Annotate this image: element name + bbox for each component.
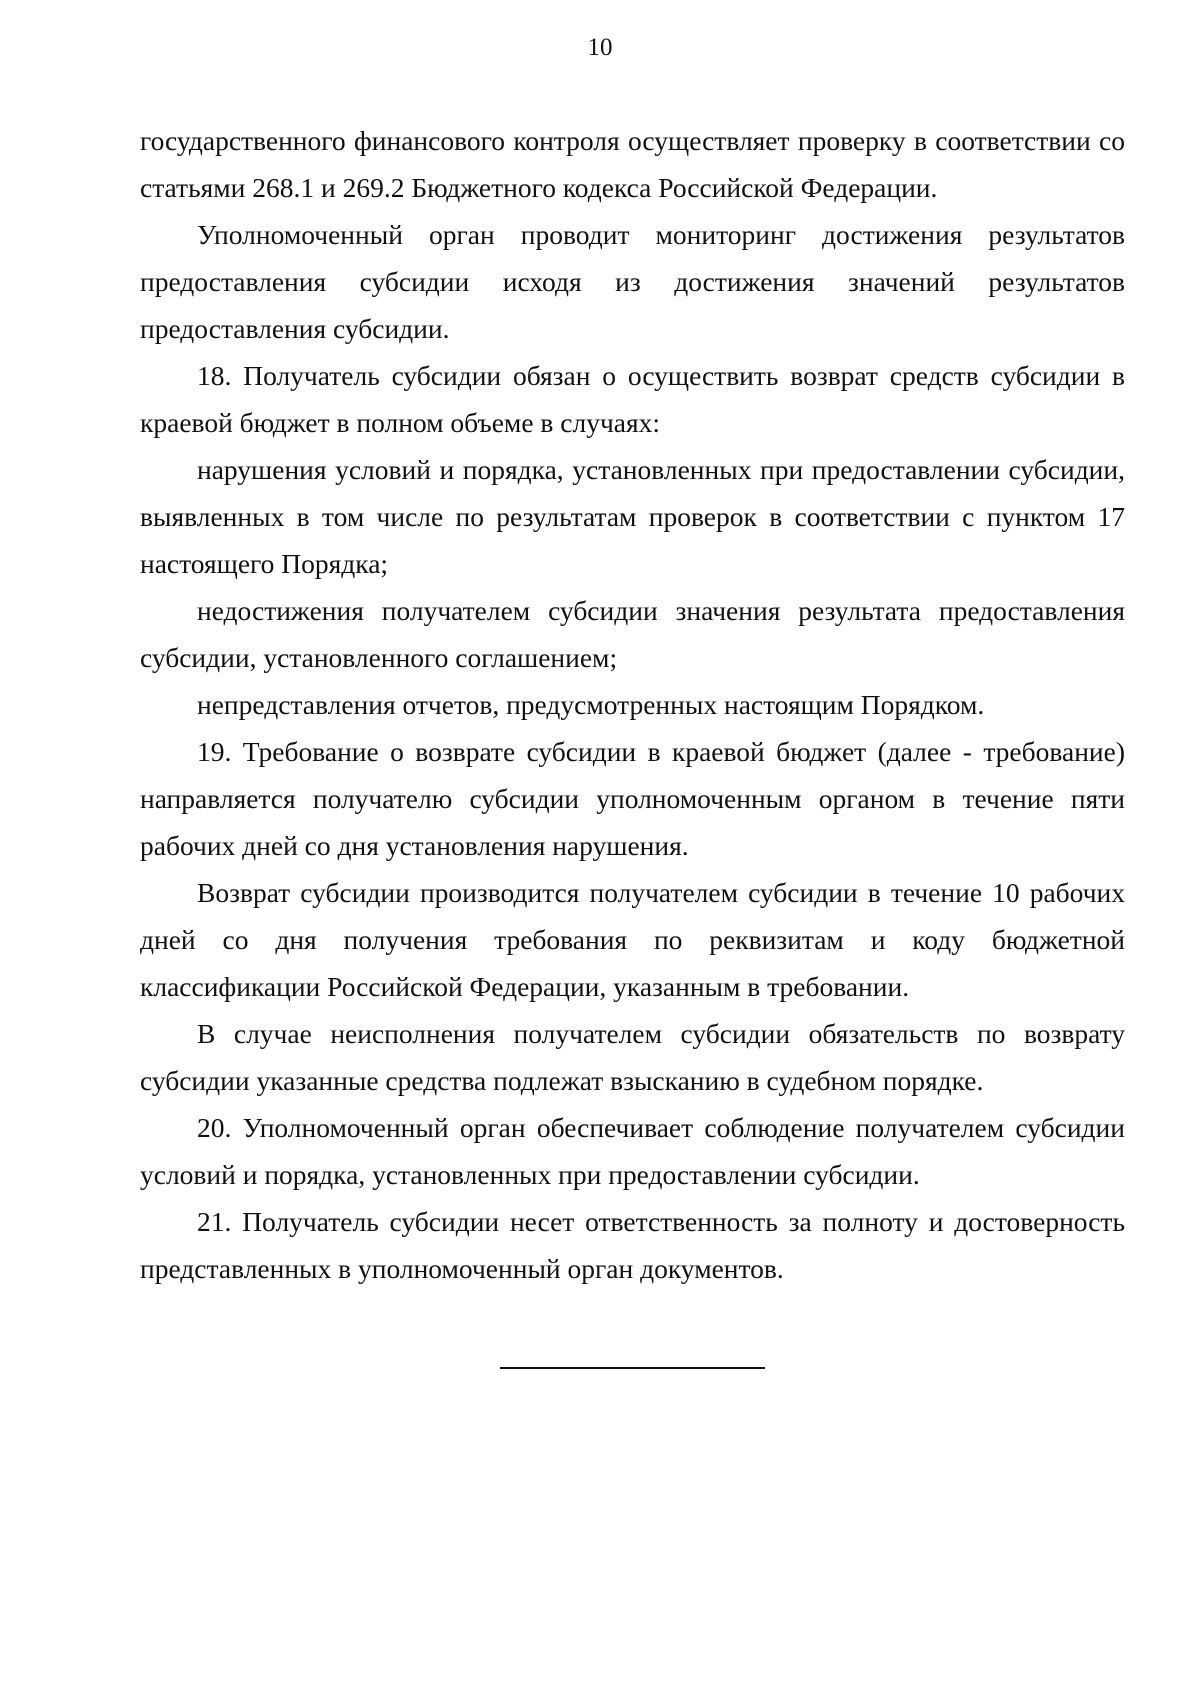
paragraph-refund-terms: Возврат субсидии производится получателем субсидии в течение 10 рабочих дней со дня получения требования по реквизитам и коду бюджетной классификации Российской Федерации, указанным в требовании. (140, 877, 1125, 1002)
paragraph-nonachievement-case: недостижения получателем субсидии значения результата предоставления субсидии, установленного соглашением; (140, 595, 1125, 673)
paragraph-item-21: 21. Получатель субсидии несет ответственность за полноту и достоверность представленных в уполномоченный орган документов. (140, 1206, 1125, 1284)
paragraph-nonreport-case: непредставления отчетов, предусмотренных настоящим Порядком. (197, 689, 985, 720)
paragraph-violation-case: нарушения условий и порядка, установленных при предоставлении субсидии, выявленных в том числе по результатам проверок в соответствии с пунктом 17 настоящего Порядка; (140, 454, 1125, 579)
paragraph-item-18: 18. Получатель субсидии обязан о осуществить возврат средств субсидии в краевой бюджет в полном объеме в случаях: (140, 360, 1125, 438)
page-number: 10 (587, 34, 613, 61)
end-separator-line (500, 1367, 765, 1369)
paragraph-court-recovery: В случае неисполнения получателем субсидии обязательств по возврату субсидии указанные средства подлежат взысканию в судебном порядке. (140, 1018, 1125, 1096)
paragraph-item-19: 19. Требование о возврате субсидии в краевой бюджет (далее - требование) направляется получателю субсидии уполномоченным органом в течение пяти рабочих дней со дня установления нарушения. (140, 736, 1125, 861)
paragraph-item-20: 20. Уполномоченный орган обеспечивает соблюдение получателем субсидии условий и порядка, установленных при предоставлении субсидии. (140, 1112, 1125, 1190)
document-body (140, 117, 1125, 1292)
paragraph-monitoring: Уполномоченный орган проводит мониторинг достижения результатов предоставления субсидии исходя из достижения значений результатов предоставления субсидии. (140, 219, 1125, 344)
paragraph-continuation: государственного финансового контроля осуществляет проверку в соответствии со статьями 268.1 и 269.2 Бюджетного кодекса Российской Федерации. (140, 125, 1125, 203)
